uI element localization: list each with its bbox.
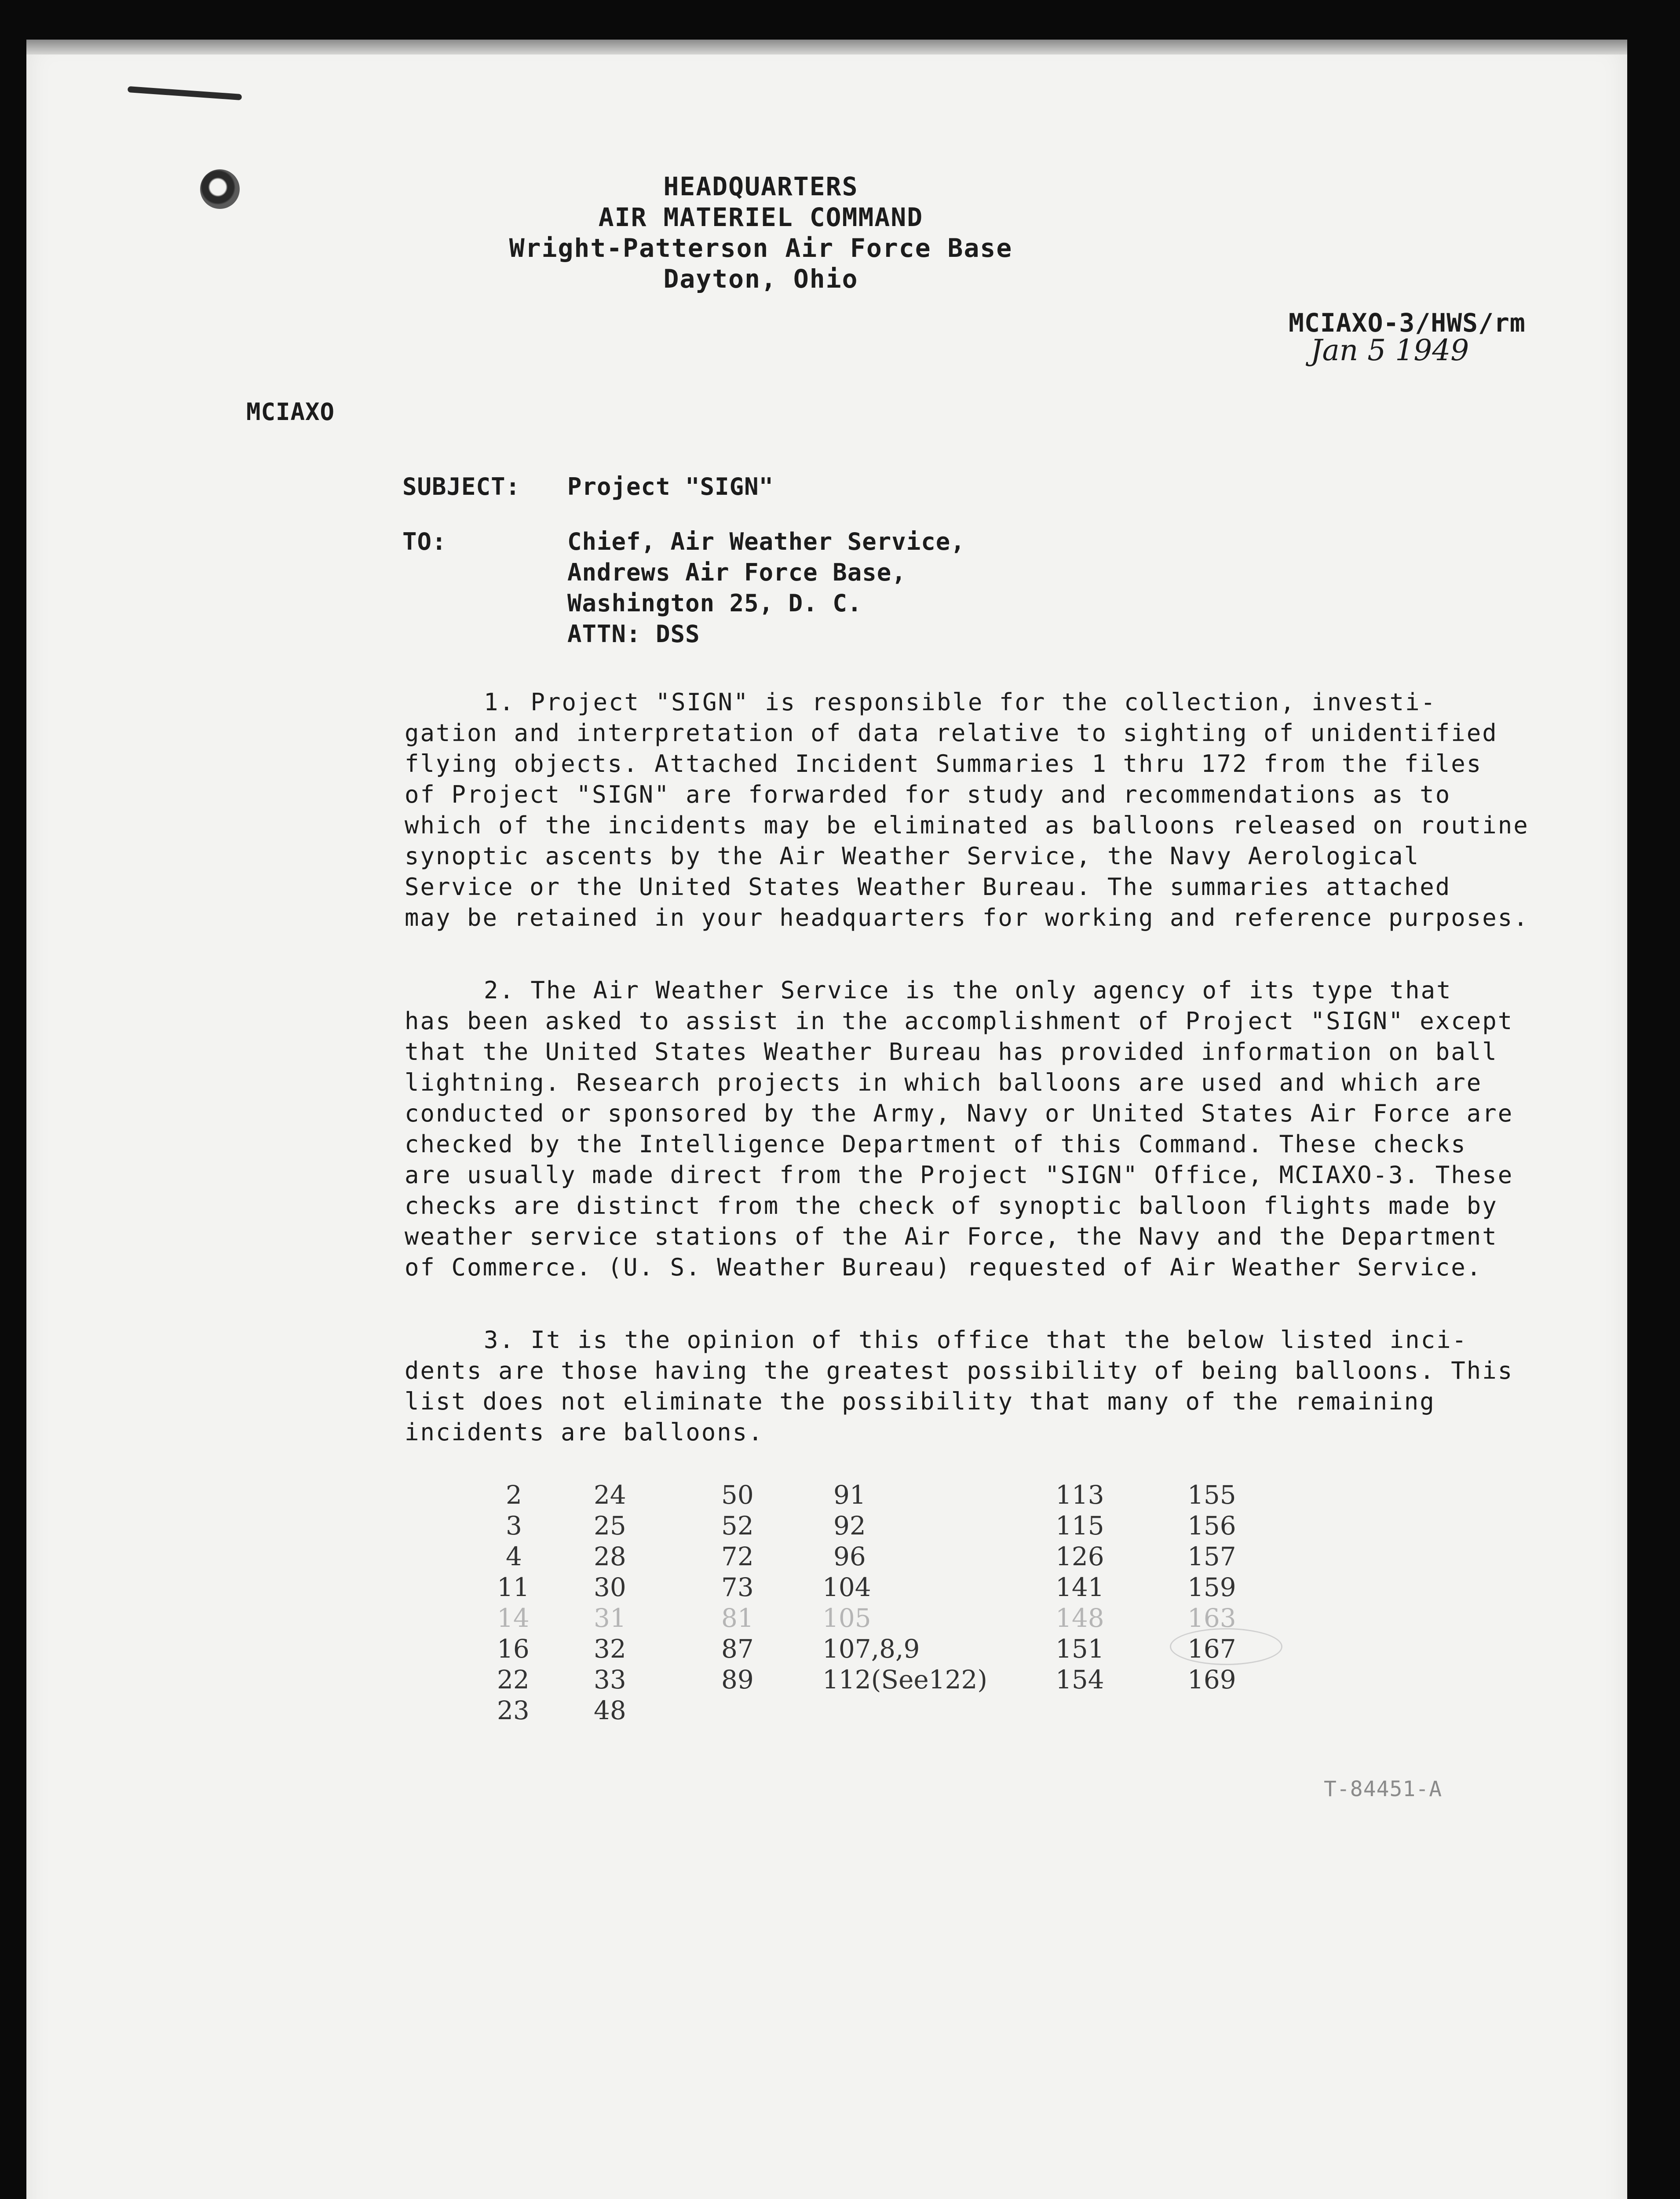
- letterhead-line-3: Wright-Patterson Air Force Base: [509, 233, 1013, 263]
- paragraph-1-line: Service or the United States Weather Bureau. The summaries attached: [405, 873, 1451, 901]
- paragraph-2-line: conducted or sponsored by the Army, Navy or United States Air Force are: [405, 1100, 1514, 1127]
- incident-number: 24: [594, 1480, 626, 1510]
- paragraph-2-line: that the United States Weather Bureau has provided information on ball: [405, 1038, 1498, 1066]
- handwritten-date: Jan 5 1949: [1311, 333, 1469, 367]
- file-reference: MCIAXO-3/HWS/rm: [1289, 308, 1526, 338]
- incident-number: 2: [506, 1480, 522, 1510]
- address-line: Washington 25, D. C.: [567, 589, 862, 617]
- paragraph-1-line: flying objects. Attached Incident Summaries 1 thru 172 from the files: [405, 750, 1483, 778]
- incident-number: 22: [497, 1665, 530, 1695]
- incident-number: 11: [497, 1572, 530, 1602]
- incident-number: 50: [721, 1480, 754, 1510]
- paragraph-1-line: which of the incidents may be eliminated as balloons released on routine: [405, 811, 1529, 839]
- paragraph-2-line: has been asked to assist in the accomplishment of Project "SIGN" except: [405, 1007, 1514, 1035]
- incident-number: 3: [506, 1511, 522, 1541]
- subject-label: SUBJECT:: [402, 473, 521, 500]
- paragraph-1-line: may be retained in your headquarters for working and reference purposes.: [405, 904, 1529, 931]
- office-symbol: MCIAXO: [246, 398, 335, 426]
- incident-number: 163: [1187, 1603, 1236, 1633]
- to-label: TO:: [402, 528, 447, 555]
- incident-number: 169: [1187, 1665, 1236, 1695]
- incident-number: 52: [721, 1511, 754, 1541]
- paragraph-2-line: 2. The Air Weather Service is the only agency of its type that: [484, 976, 1452, 1004]
- incident-number: 4: [506, 1541, 522, 1571]
- subject-text: Project "SIGN": [567, 473, 774, 500]
- ink-smudge: [128, 86, 242, 100]
- document-number: T-84451-A: [1324, 1777, 1443, 1801]
- incident-number: 126: [1055, 1541, 1104, 1571]
- paragraph-3-line: 3. It is the opinion of this office that the below listed inci-: [484, 1326, 1468, 1354]
- incident-number: 154: [1055, 1665, 1104, 1695]
- letterhead-line-1: HEADQUARTERS: [663, 172, 858, 201]
- incident-number: 151: [1055, 1634, 1104, 1664]
- incident-number: 25: [594, 1511, 626, 1541]
- incident-number: 81: [721, 1603, 754, 1633]
- paragraph-1-line: synoptic ascents by the Air Weather Service, the Navy Aerological: [405, 842, 1420, 870]
- incident-number: 113: [1055, 1480, 1104, 1510]
- letterhead-line-2: AIR MATERIEL COMMAND: [598, 202, 924, 232]
- incident-number: 28: [594, 1541, 626, 1571]
- incident-number: 72: [721, 1541, 754, 1571]
- letterhead-line-4: Dayton, Ohio: [663, 264, 858, 294]
- incident-number: 32: [594, 1634, 626, 1664]
- incident-number: 115: [1055, 1511, 1104, 1541]
- incident-number: 159: [1187, 1572, 1236, 1602]
- address-line: Chief, Air Weather Service,: [567, 528, 965, 555]
- incident-number: 89: [721, 1665, 754, 1695]
- incident-number: 30: [594, 1572, 626, 1602]
- incident-number: 148: [1055, 1603, 1104, 1633]
- incident-number: 33: [594, 1665, 626, 1695]
- incident-number: 107,8,9: [822, 1634, 920, 1664]
- paragraph-3-line: incidents are balloons.: [405, 1418, 764, 1446]
- incident-number: 112(See122): [822, 1665, 988, 1695]
- incident-number: 48: [594, 1695, 626, 1725]
- incident-number: 31: [594, 1603, 626, 1633]
- paragraph-2-line: checked by the Intelligence Department of this Command. These checks: [405, 1130, 1467, 1158]
- paragraph-1-line: 1. Project "SIGN" is responsible for the collection, investi-: [484, 688, 1437, 716]
- incident-number: 105: [822, 1603, 871, 1633]
- paragraph-3-line: dents are those having the greatest possibility of being balloons. This: [405, 1357, 1514, 1384]
- incident-number: 92: [833, 1511, 866, 1541]
- paragraph-2-line: checks are distinct from the check of synoptic balloon flights made by: [405, 1192, 1498, 1220]
- incident-number: 96: [833, 1541, 866, 1571]
- incident-number: 141: [1055, 1572, 1104, 1602]
- scan-edge-shadow: [26, 40, 1627, 55]
- address-line: Andrews Air Force Base,: [567, 559, 906, 586]
- incident-number: 157: [1187, 1541, 1236, 1571]
- incident-number: 14: [497, 1603, 530, 1633]
- document-page: [26, 40, 1627, 2199]
- paragraph-1-line: gation and interpretation of data relative to sighting of unidentified: [405, 719, 1498, 747]
- paragraph-2-line: weather service stations of the Air Force, the Navy and the Department: [405, 1223, 1498, 1250]
- incident-number: 73: [721, 1572, 754, 1602]
- incident-number: 16: [497, 1634, 530, 1664]
- incident-number: 155: [1187, 1480, 1236, 1510]
- paragraph-1-line: of Project "SIGN" are forwarded for study and recommendations as to: [405, 781, 1451, 808]
- incident-number: 91: [833, 1480, 866, 1510]
- incident-number: 156: [1187, 1511, 1236, 1541]
- paragraph-3-line: list does not eliminate the possibility that many of the remaining: [405, 1388, 1435, 1415]
- paragraph-2-line: lightning. Research projects in which balloons are used and which are: [405, 1069, 1483, 1096]
- incident-number: 167: [1187, 1634, 1236, 1664]
- incident-number: 87: [721, 1634, 754, 1664]
- incident-number: 104: [822, 1572, 871, 1602]
- address-line: ATTN: DSS: [567, 620, 700, 648]
- paragraph-2-line: are usually made direct from the Project "SIGN" Office, MCIAXO-3. These: [405, 1161, 1514, 1189]
- circled-entry-mark: [1170, 1628, 1282, 1665]
- incident-number: 23: [497, 1695, 530, 1725]
- paragraph-2-line: of Commerce. (U. S. Weather Bureau) requested of Air Weather Service.: [405, 1253, 1483, 1281]
